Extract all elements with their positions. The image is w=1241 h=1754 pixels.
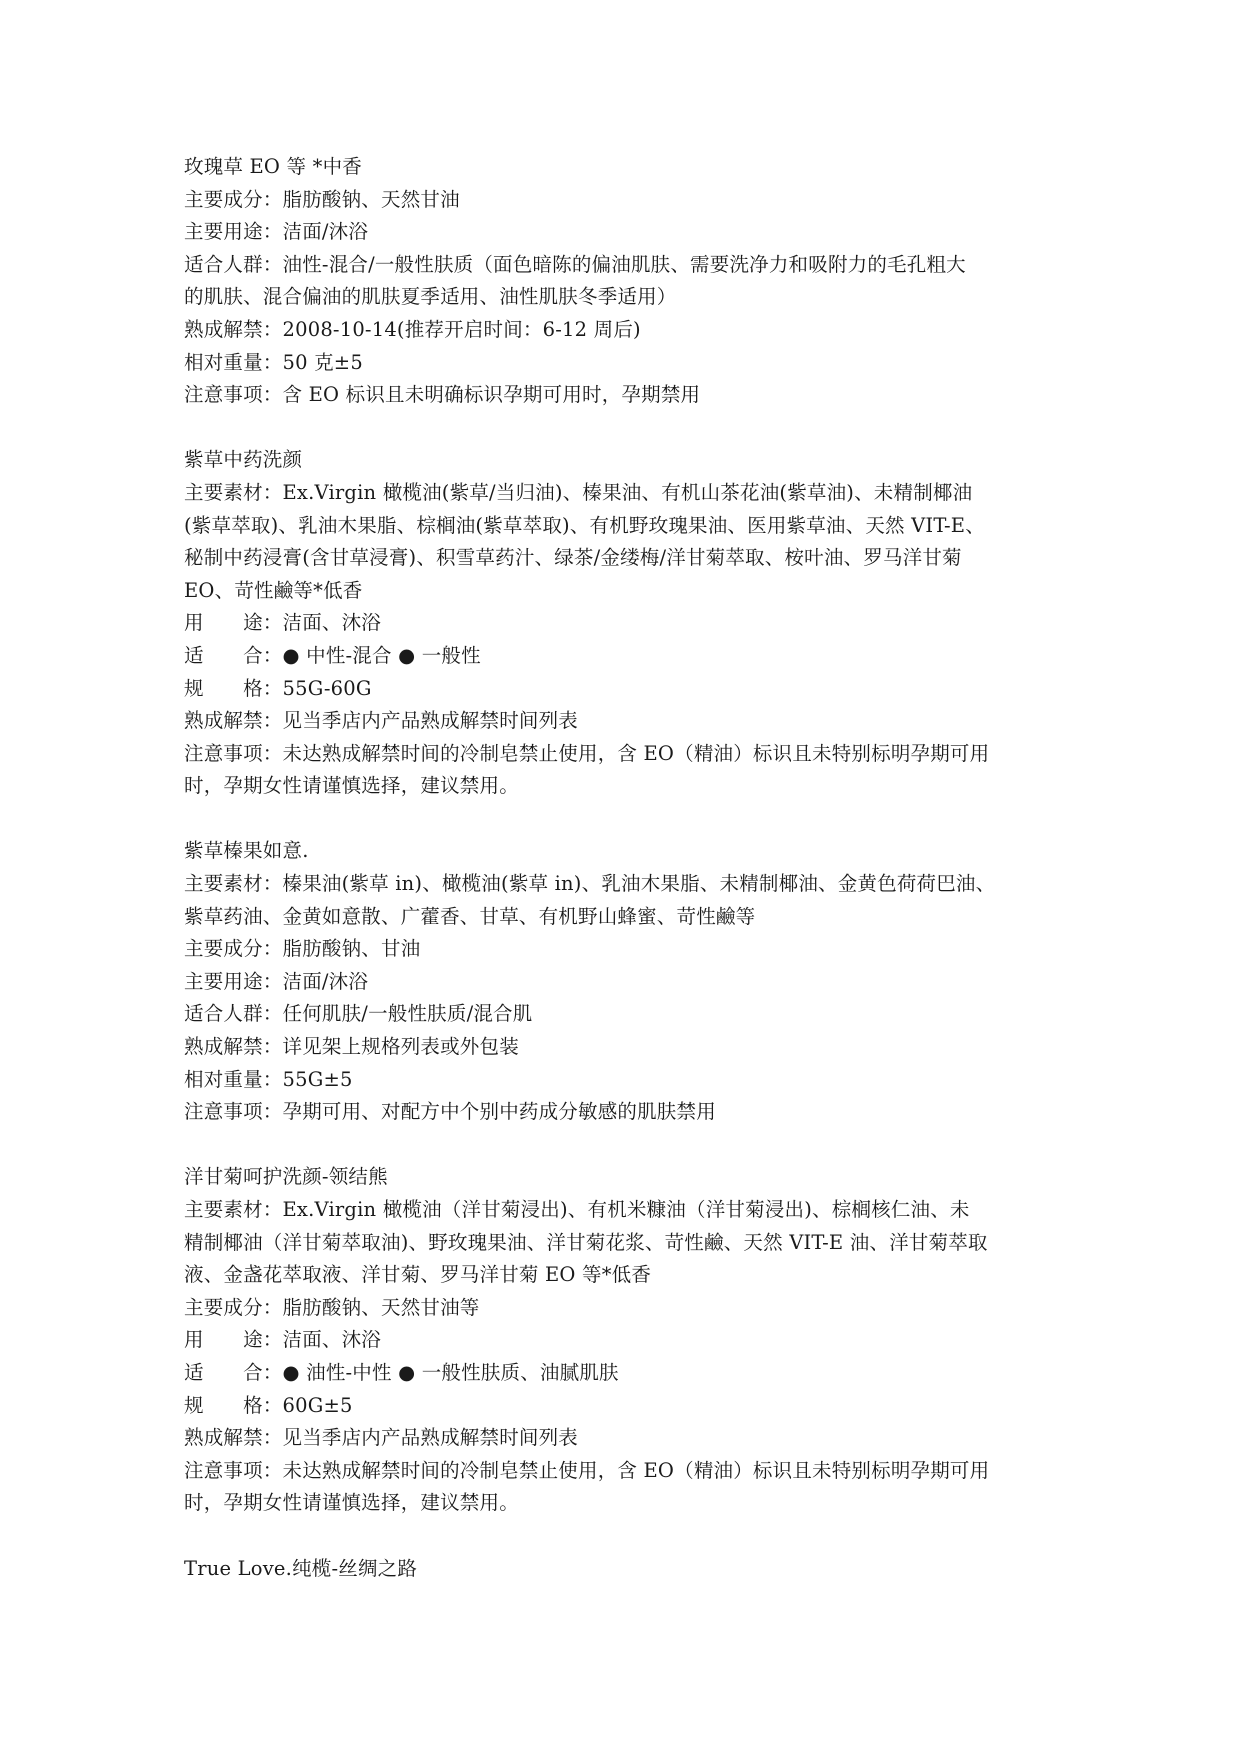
section-gap [184, 1520, 1064, 1553]
text-line: 熟成解禁：见当季店内产品熟成解禁时间列表 [184, 1426, 579, 1450]
text-line: 注意事项：未达熟成解禁时间的冷制皂禁止使用，含 EO（精油）标识且未特别标明孕期可用 [184, 1458, 990, 1482]
text-line: 主要素材：榛果油(紫草 in)、橄榄油(紫草 in)、乳油木果脂、未精制椰油、金黄色荷荷巴油、 [184, 872, 996, 896]
product-title: 紫草中药洗颜 [184, 448, 303, 472]
text-line: 注意事项：未达熟成解禁时间的冷制皂禁止使用，含 EO（精油）标识且未特别标明孕期可用 [184, 741, 990, 765]
text-line: 熟成解禁：2008-10-14(推荐开启时间：6-12 周后) [184, 317, 641, 341]
text-line: 规 格：60G±5 [184, 1393, 353, 1417]
text-line: 时，孕期女性请谨慎选择，建议禁用。 [184, 1491, 519, 1515]
text-line: (紫草萃取)、乳油木果脂、棕榈油(紫草萃取)、有机野玫瑰果油、医用紫草油、天然 VIT-E、 [184, 513, 985, 537]
text-line: 主要素材：Ex.Virgin 橄榄油（洋甘菊浸出)、有机米糠油（洋甘菊浸出)、棕榈核仁油、未 [184, 1198, 970, 1221]
product-title: 洋甘菊呵护洗颜-领结熊 [184, 1165, 388, 1189]
product-section-chamomile [184, 1161, 1064, 1520]
product-section-lithospermum-hazelnut [184, 835, 1064, 1128]
product-section-lithospermum-facial [184, 444, 1064, 803]
section-gap [184, 412, 1064, 445]
text-line: 主要素材：Ex.Virgin 橄榄油(紫草/当归油)、榛果油、有机山茶花油(紫草油)、未精制椰油 [184, 480, 973, 504]
text-line: 用 途：洁面、沐浴 [184, 1328, 382, 1352]
text-line: EO、苛性鹼等*低香 [184, 578, 363, 602]
section-gap [184, 803, 1064, 836]
product-title: 紫草榛果如意. [184, 839, 309, 863]
product-section-true-love [184, 1553, 1064, 1586]
text-line: 规 格：55G-60G [184, 676, 372, 700]
text-line: 注意事项：孕期可用、对配方中个别中药成分敏感的肌肤禁用 [184, 1100, 716, 1124]
text-line: 适 合：● 中性-混合 ● 一般性 [184, 643, 481, 667]
text-line: 适合人群：任何肌肤/一般性肤质/混合肌 [184, 1002, 533, 1026]
product-title: True Love.纯榄-丝绸之路 [184, 1556, 418, 1580]
text-line: 适合人群：油性-混合/一般性肤质（面色暗陈的偏油肌肤、需要洗净力和吸附力的毛孔粗大 [184, 252, 966, 276]
text-line: 相对重量：55G±5 [184, 1067, 353, 1091]
document-page [184, 151, 1064, 1585]
text-line: 适 合：● 油性-中性 ● 一般性肤质、油腻肌肤 [184, 1360, 619, 1384]
text-line: 用 途：洁面、沐浴 [184, 611, 382, 635]
text-line: 时，孕期女性请谨慎选择，建议禁用。 [184, 774, 519, 798]
product-section-palmarosa [184, 151, 1064, 412]
text-line: 熟成解禁：详见架上规格列表或外包装 [184, 1035, 519, 1059]
text-line: 主要成分：脂肪酸钠、甘油 [184, 937, 421, 961]
section-gap [184, 1129, 1064, 1162]
text-line: 液、金盏花萃取液、洋甘菊、罗马洋甘菊 EO 等*低香 [184, 1263, 652, 1287]
text-line: 主要成分：脂肪酸钠、天然甘油等 [184, 1295, 480, 1319]
text-line: 相对重量：50 克±5 [184, 350, 363, 374]
text-line: 紫草药油、金黄如意散、广藿香、甘草、有机野山蜂蜜、苛性鹼等 [184, 904, 756, 928]
text-line: 熟成解禁：见当季店内产品熟成解禁时间列表 [184, 709, 579, 733]
text-line: 主要用途：洁面/沐浴 [184, 220, 369, 244]
text-line: 主要用途：洁面/沐浴 [184, 969, 369, 993]
product-title: 玫瑰草 EO 等 *中香 [184, 155, 362, 178]
text-line: 主要成分：脂肪酸钠、天然甘油 [184, 187, 460, 211]
text-line: 秘制中药浸膏(含甘草浸膏)、积雪草药汁、绿茶/金缕梅/洋甘菊萃取、桉叶油、罗马洋甘菊 [184, 546, 962, 570]
text-line: 精制椰油（洋甘菊萃取油)、野玫瑰果油、洋甘菊花浆、苛性鹼、天然 VIT-E 油、洋甘菊萃取 [184, 1230, 988, 1254]
text-line: 注意事项：含 EO 标识且未明确标识孕期可用时，孕期禁用 [184, 383, 701, 407]
text-line: 的肌肤、混合偏油的肌肤夏季适用、油性肌肤冬季适用） [184, 285, 677, 309]
